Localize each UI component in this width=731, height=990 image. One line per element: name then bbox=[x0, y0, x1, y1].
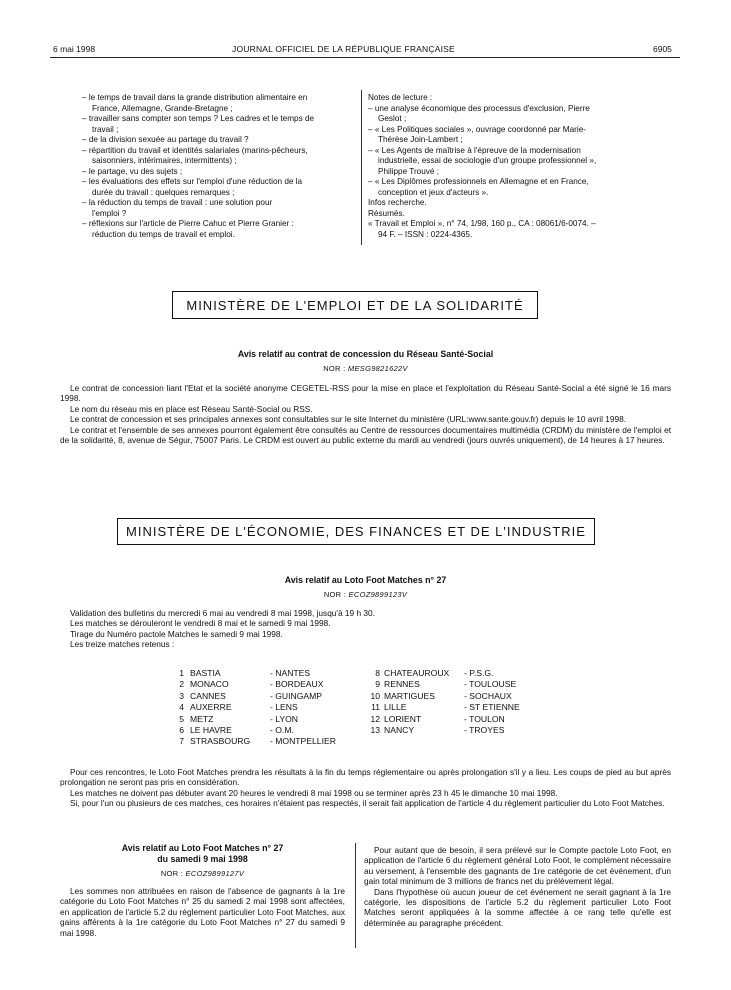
list-item: France, Allemagne, Grande-Bretagne ; bbox=[92, 103, 233, 113]
list-item: – le temps de travail dans la grande distribution alimentaire en bbox=[82, 93, 308, 102]
nor-code: ECOZ9899123V bbox=[348, 590, 408, 599]
paragraph: Dans l'hypothèse où aucun joueur de cet événement ne serait gagnant à la 1re catégorie, les dispositions de l'article 5.2 du règlement particulier Loto Foot Matches seront appliquées à la somme affectée à ce rang telle qu'elle est déterminée au paragraphe précédent. bbox=[364, 886, 671, 928]
nor-code: ECOZ9899127V bbox=[185, 869, 245, 878]
nor-reference bbox=[60, 364, 671, 373]
header-date: 6 mai 1998 bbox=[53, 44, 96, 54]
list-item: 1 BASTIA - NANTES bbox=[179, 668, 311, 678]
paragraph: Le nom du réseau mis en place est Réseau Santé-Social ou RSS. bbox=[70, 403, 313, 414]
list-item: 10 MARTIGUES - SOCHAUX bbox=[370, 690, 512, 701]
list-item: 94 F. – ISSN : 0224-4365. bbox=[378, 229, 473, 239]
ministry-banner: MINISTÈRE DE L'ÉCONOMIE, DES FINANCES ET DE L'INDUSTRIE bbox=[117, 518, 595, 545]
list-item: conception et jeux d'acteurs ». bbox=[378, 187, 489, 197]
notice-title: Avis relatif au Loto Foot Matches n° 27 bbox=[284, 575, 447, 585]
header-page-number: 6905 bbox=[653, 44, 672, 54]
nor-code: MESG9821622V bbox=[347, 364, 408, 373]
notice-outro bbox=[60, 767, 671, 809]
matches-list-right bbox=[362, 668, 520, 736]
paragraph: Les sommes non attribuées en raison de l'absence de gagnants à la 1re catégorie du Loto Foot Matches n° 25 du samedi 2 mai 1998 sont affectées, en application de l'article 5.2 du règlement particulier Loto Foot Matches, aux gains afférents à la 1re catégorie du Loto Foot Matches n° 27 du samedi 9 mai 1998. bbox=[60, 886, 345, 938]
list-item: Thérèse Join-Lambert ; bbox=[378, 135, 463, 144]
paragraph: Le contrat et l'ensemble de ses annexes pourront également être consultés au Centre de ressources documentaires multimédia (CRDM) du ministère de l'emploi et de la solidarité, 8, avenue de Ségur, 75007 Paris. Le CRDM est ouvert au public externe du mardi au vendredi (jours ouvrés uniquement), de 14 heures à 17 heures. bbox=[60, 424, 671, 446]
list-item: – une analyse économique des processus d'exclusion, Pierre bbox=[368, 103, 590, 113]
paragraph: Le contrat de concession et ses principales annexes sont consultables sur le site Internet du ministère (URL:www.sante.gouv.fr) depuis le 10 avril 1998. bbox=[70, 414, 627, 425]
paragraph: Pour ces rencontres, le Loto Foot Matches prendra les résultats à la fin du temps réglementaire ou après prolongation s'il y a lieu. Les coups de pied au but après prolongation ne seront pas pris en considération. bbox=[60, 767, 671, 788]
list-item: saisonniers, intérimaires, intermittents) ; bbox=[92, 156, 237, 165]
list-item: Philippe Trouvé ; bbox=[378, 166, 439, 176]
notice-title: Avis relatif au contrat de concession du Réseau Santé-Social bbox=[237, 349, 494, 359]
list-item: Résumés. bbox=[368, 208, 405, 218]
paragraph: Si, pour l'un ou plusieurs de ces matches, ces horaires n'étaient pas respectés, il serait fait application de l'article 4 du règlement particulier du Loto Foot Matches. bbox=[70, 798, 665, 809]
list-item: – les évaluations des effets sur l'emploi d'une réduction de la bbox=[82, 177, 303, 186]
notice-title-line: du samedi 9 mai 1998 bbox=[157, 854, 248, 864]
list-item: 3 CANNES - GUINGAMP bbox=[179, 690, 323, 701]
paragraph: Validation des bulletins du mercredi 6 mai au vendredi 8 mai 1998, jusqu'à 19 h 30. bbox=[70, 608, 375, 618]
list-item: Geslot ; bbox=[378, 114, 407, 123]
list-item: 12 LORIENT - TOULON bbox=[370, 713, 505, 724]
list-item: 5 METZ - LYON bbox=[179, 713, 299, 724]
notice-intro bbox=[60, 608, 671, 650]
list-item: – travailler sans compter son temps ? Les cadres et le temps de bbox=[82, 114, 315, 123]
nor-reference bbox=[60, 869, 345, 878]
list-item: – réflexions sur l'article de Pierre Cahuc et Pierre Granier : bbox=[82, 219, 294, 228]
list-item: 9 RENNES - TOULOUSE bbox=[375, 679, 517, 690]
list-item: industrielle, essai de sociologie d'un groupe professionnel », bbox=[378, 156, 597, 165]
nor-label: NOR : bbox=[323, 364, 346, 373]
paragraph: Les treize matches retenus : bbox=[70, 639, 175, 650]
list-item: 4 AUXERRE - LENS bbox=[179, 702, 298, 713]
nor-label: NOR : bbox=[160, 869, 184, 878]
list-item: – « Les Agents de maîtrise à l'épreuve de la modernisation bbox=[368, 145, 581, 155]
header-rule bbox=[50, 57, 680, 58]
list-item: travail ; bbox=[92, 124, 119, 134]
nor-reference bbox=[60, 590, 671, 599]
ministry-banner: MINISTÈRE DE L'EMPLOI ET DE LA SOLIDARITÉ bbox=[172, 291, 538, 319]
list-item: 13 NANCY - TROYES bbox=[370, 725, 505, 736]
list-item: 2 MONACO - BORDEAUX bbox=[179, 679, 324, 690]
list-item: 8 CHATEAUROUX - P.S.G. bbox=[375, 668, 494, 678]
list-item: – répartition du travail et identités salariales (marins-pêcheurs, bbox=[82, 145, 308, 155]
list-item: – la réduction du temps de travail : une solution pour bbox=[82, 198, 273, 207]
nor-label: NOR : bbox=[323, 590, 347, 599]
paragraph: Les matches ne doivent pas débuter avant 20 heures le vendredi 8 mai 1998 ou se terminer après 23 h 45 le dimanche 10 mai 1998. bbox=[70, 787, 558, 798]
list-item: l'emploi ? bbox=[92, 208, 127, 218]
list-item: 6 LE HAVRE - O.M. bbox=[179, 725, 294, 736]
header-journal-title: JOURNAL OFFICIEL DE LA RÉPUBLIQUE FRANÇAISE bbox=[232, 44, 455, 54]
top-left-column bbox=[82, 93, 352, 240]
list-item: « Travail et Emploi », n° 74, 1/98, 160 p., CA : 08061/6-0074. – bbox=[368, 219, 596, 228]
notice-body-left bbox=[60, 886, 345, 938]
column-divider bbox=[355, 843, 356, 948]
column-divider bbox=[361, 90, 362, 245]
notice-body-right bbox=[364, 845, 671, 928]
list-item: 7 STRASBOURG - MONTPELLIER bbox=[179, 736, 336, 747]
paragraph: Tirage du Numéro pactole Matches le samedi 9 mai 1998. bbox=[70, 628, 283, 639]
list-item: – « Les Politiques sociales », ouvrage coordonné par Marie- bbox=[368, 124, 587, 134]
list-item: – « Les Diplômes professionnels en Allemagne et en France, bbox=[368, 177, 589, 186]
list-item: – le partage, vu des sujets ; bbox=[82, 166, 183, 176]
paragraph: Les matches se dérouleront le vendredi 8 mai et le samedi 9 mai 1998. bbox=[70, 618, 331, 629]
list-item: Infos recherche. bbox=[368, 198, 427, 207]
notice-title bbox=[60, 843, 345, 865]
notice-title-line: Avis relatif au Loto Foot Matches n° 27 bbox=[121, 843, 284, 853]
notice-body bbox=[60, 383, 671, 445]
paragraph: Pour autant que de besoin, il sera prélevé sur le Compte pactole Loto Foot, en application de l'article 6 du règlement général Loto Foot, le complément nécessaire au versement, à l'ensemble des gagnants de 1re catégorie de cet événement, d'un gain total minimum de 3 millions de francs net du prélèvement légal. bbox=[364, 845, 671, 887]
list-item: durée du travail : quelques remarques ; bbox=[92, 187, 235, 197]
top-right-column bbox=[368, 93, 668, 240]
matches-list-left bbox=[170, 668, 336, 748]
paragraph: Le contrat de concession liant l'Etat et la société anonyme CEGETEL-RSS pour la mise en place et l'exploitation du Réseau Santé-Social a été signé le 16 mars 1998. bbox=[60, 383, 671, 404]
list-item: 11 LILLE - ST ETIENNE bbox=[371, 702, 520, 713]
list-item: Notes de lecture : bbox=[368, 93, 433, 102]
list-item: – de la division sexuée au partage du travail ? bbox=[82, 135, 249, 144]
list-item: réduction du temps de travail et emploi. bbox=[92, 229, 235, 239]
